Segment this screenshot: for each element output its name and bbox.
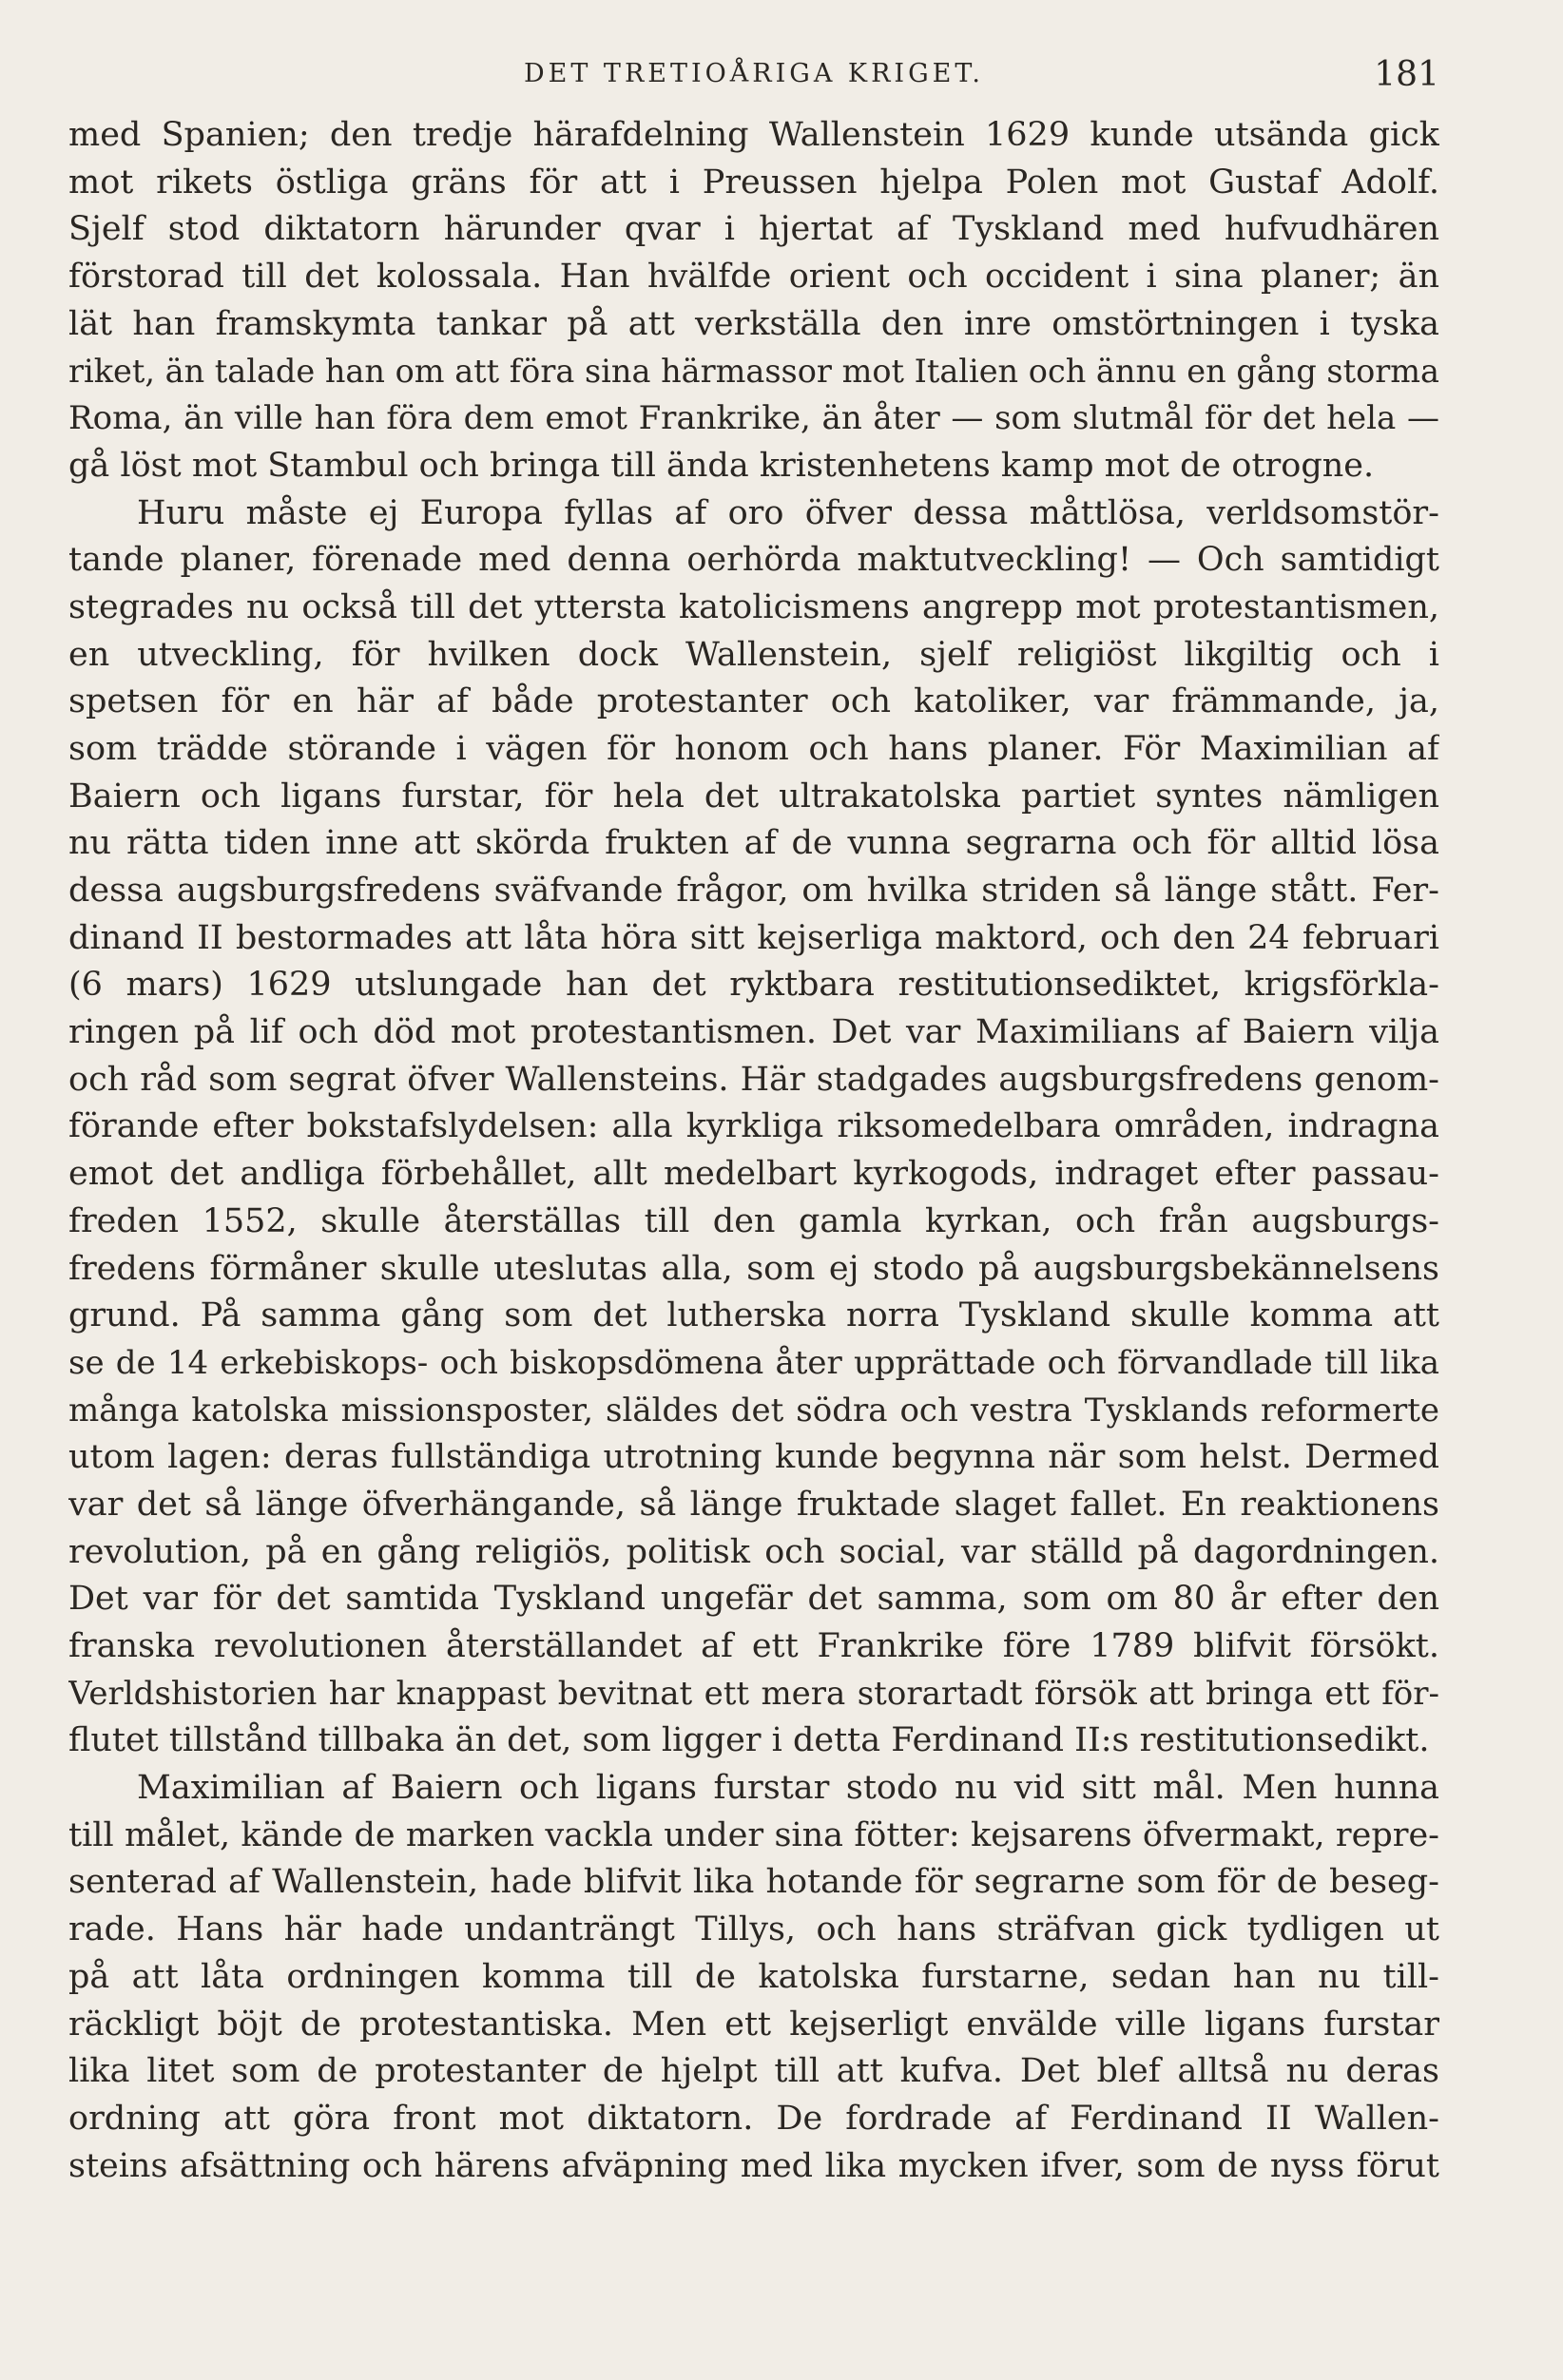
text-line: riket, än talade han om att föra sina härmassor mot Italien och ännu en gång storma <box>68 353 1439 391</box>
text-line: emot det andliga förbehållet, allt medelbart kyrkogods, indraget efter passau- <box>68 1155 1439 1194</box>
text-line: Maximilian af Baiern och ligans furstar stodo nu vid sitt mål. Men hunna <box>137 1769 1439 1808</box>
text-line: freden 1552, skulle återställas till den gamla kyrkan, och från augsburgs- <box>68 1201 1439 1240</box>
text-line: som trädde störande i vägen för honom och hans planer. För Maximilian af <box>68 729 1439 768</box>
text-line: till målet, kände de marken vackla under sina fötter: kejsarens öfvermakt, repre- <box>68 1815 1439 1854</box>
text-line: utom lagen: deras fullständiga utrotning kunde begynna när som helst. Dermed <box>68 1438 1439 1477</box>
text-line: Baiern och ligans furstar, för hela det ultrakatolska partiet syntes nämligen <box>68 777 1439 816</box>
text-line: revolution, på en gång religiös, politisk och social, var ställd på dagordningen. <box>68 1532 1439 1571</box>
text-line: steins afsättning och härens afväpning med lika mycken ifver, som de nyss förut <box>68 2146 1439 2185</box>
page-number: 181 <box>1374 55 1439 94</box>
text-line: mot rikets östliga gräns för att i Preussen hjelpa Polen mot Gustaf Adolf. <box>68 163 1439 202</box>
text-line: lät han framskymta tankar på att verkställa den inre omstörtningen i tyska <box>68 304 1439 343</box>
text-line: en utveckling, för hvilken dock Wallenstein, sjelf religiöst likgiltig och i <box>68 635 1439 674</box>
text-line: franska revolutionen återställandet af ett Frankrike före 1789 blifvit försökt. <box>68 1627 1439 1665</box>
text-line: stegrades nu också till det yttersta katolicismens angrepp mot protestantismen, <box>68 587 1439 626</box>
text-line: (6 mars) 1629 utslungade han det ryktbara restitutionsediktet, krigsförkla- <box>68 966 1439 1005</box>
text-line: Det var för det samtida Tyskland ungefär det samma, som om 80 år efter den <box>68 1580 1439 1619</box>
text-line: rade. Hans här hade undanträngt Tillys, och hans sträfvan gick tydligen ut <box>68 1910 1439 1949</box>
text-line: lika litet som de protestanter de hjelpt till att kufva. Det blef alltså nu deras <box>68 2052 1439 2091</box>
text-line: förstorad till det kolossala. Han hvälfde orient och occident i sina planer; än <box>68 258 1439 297</box>
text-line: se de 14 erkebiskops- och biskopsdömena åter upprättade och förvandlade till lika <box>68 1343 1439 1382</box>
text-line: med Spanien; den tredje härafdelning Wallenstein 1629 kunde utsända gick <box>68 116 1439 154</box>
text-line: fredens förmåner skulle uteslutas alla, som ej stodo på augsburgsbekännelsens <box>68 1249 1439 1288</box>
text-line: Huru måste ej Europa fyllas af oro öfver dessa måttlösa, verldsomstör- <box>137 493 1439 532</box>
text-line: och råd som segrat öfver Wallensteins. Här stadgades augsburgsfredens genom- <box>68 1060 1439 1099</box>
text-line: grund. På samma gång som det lutherska norra Tyskland skulle komma att <box>68 1296 1439 1335</box>
running-title: DET TRETIOÅRIGA KRIGET. <box>523 59 984 88</box>
text-line: Roma, än ville han föra dem emot Frankrike, än åter — som slutmål för det hela — <box>68 399 1439 438</box>
text-line: flutet tillstånd tillbaka än det, som ligger i detta Ferdinand II:s restitutionsedikt. <box>68 1721 1430 1760</box>
text-line: gå löst mot Stambul och bringa till ända kristenhetens kamp mot de otrogne. <box>68 446 1375 485</box>
text-line: var det så länge öfverhängande, så länge fruktade slaget fallet. En reaktionens <box>68 1485 1439 1524</box>
text-line: ringen på lif och död mot protestantismen. Det var Maximilians af Baiern vilja <box>68 1013 1439 1052</box>
text-line: senterad af Wallenstein, hade blifvit lika hotande för segrarne som för de beseg- <box>68 1863 1439 1902</box>
text-line: tande planer, förenade med denna oerhörda maktutveckling! — Och samtidigt <box>68 541 1439 580</box>
text-line: dessa augsburgsfredens sväfvande frågor, om hvilka striden så länge stått. Fer- <box>68 872 1439 910</box>
text-line: dinand II bestormades att låta höra sitt kejserliga maktord, och den 24 februari <box>68 918 1439 957</box>
text-line: nu rätta tiden inne att skörda frukten af de vunna segrarna och för alltid lösa <box>68 824 1439 863</box>
text-line: Sjelf stod diktatorn härunder qvar i hjertat af Tyskland med hufvudhären <box>68 210 1439 249</box>
body-text <box>68 112 1439 2190</box>
text-line: Verldshistorien har knappast bevitnat ett mera storartadt försök att bringa ett för- <box>68 1674 1439 1713</box>
text-line: ordning att göra front mot diktatorn. De fordrade af Ferdinand II Wallen- <box>68 2099 1439 2138</box>
text-line: många katolska missionsposter, släldes det södra och vestra Tysklands reformerte <box>68 1391 1439 1430</box>
text-line: räckligt böjt de protestantiska. Men ett kejserligt envälde ville ligans furstar <box>68 2005 1439 2044</box>
text-line: spetsen för en här af både protestanter och katoliker, var främmande, ja, <box>68 682 1439 721</box>
text-line: på att låta ordningen komma till de katolska furstarne, sedan han nu till- <box>68 1957 1439 1996</box>
page-header <box>68 55 1439 97</box>
text-line: förande efter bokstafslydelsen: alla kyrkliga riksomedelbara områden, indragna <box>68 1107 1439 1146</box>
